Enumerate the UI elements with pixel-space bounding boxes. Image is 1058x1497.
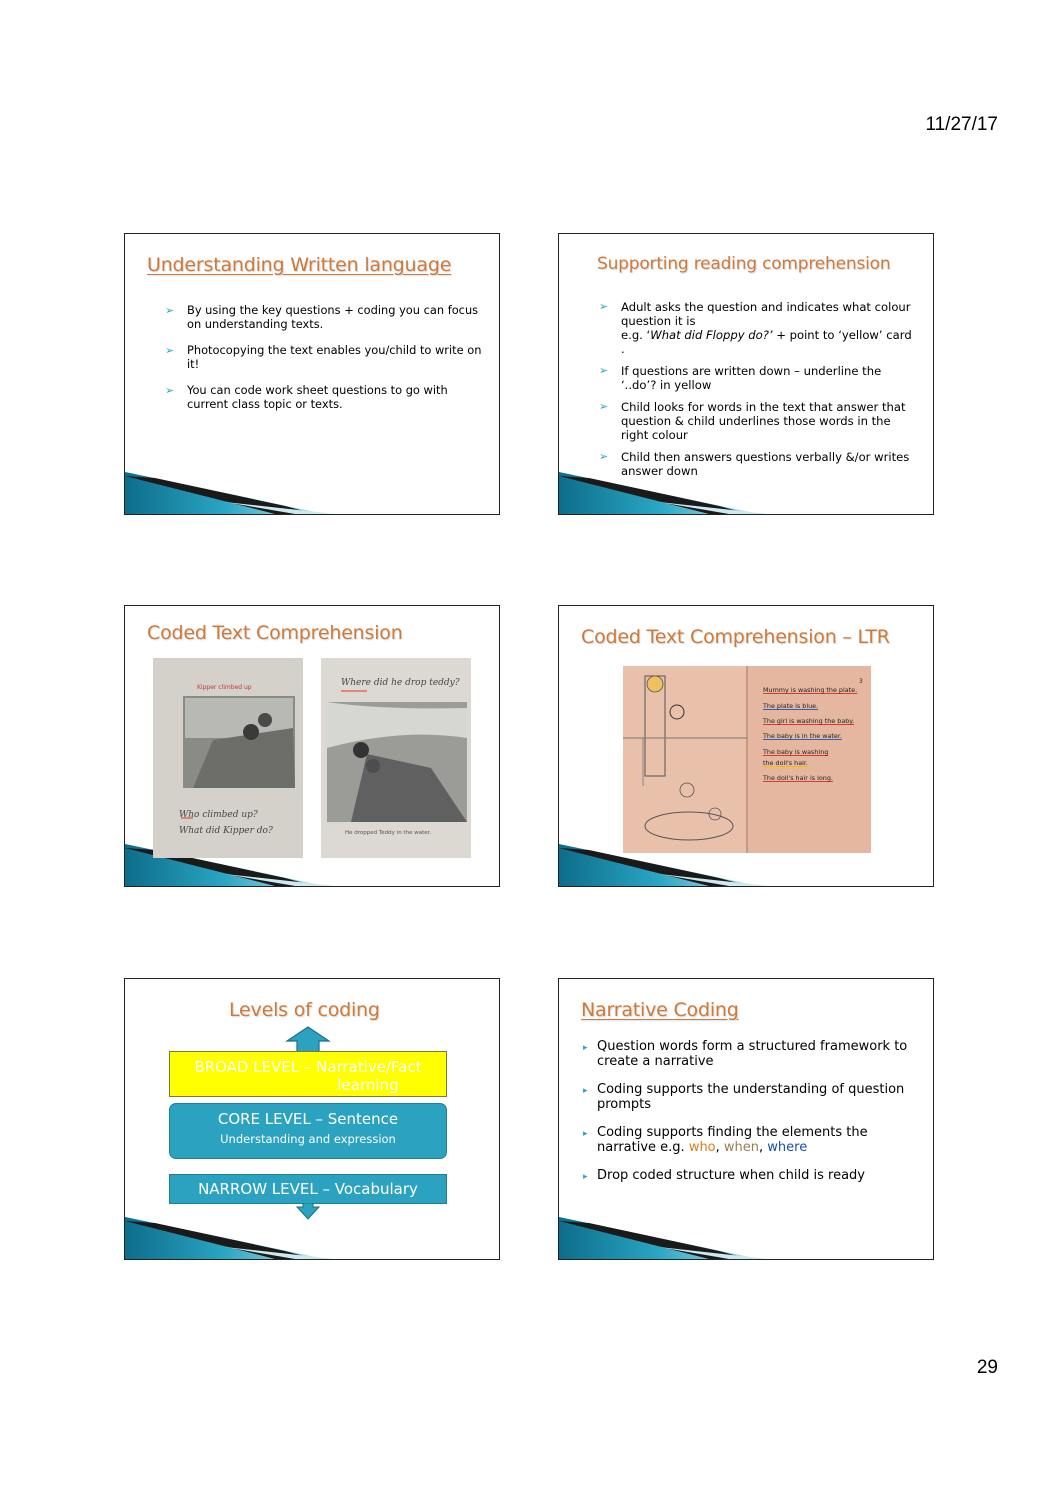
book-page-number: 3 <box>859 678 863 685</box>
worksheet-question: What did Kipper do? <box>179 826 273 836</box>
corner-swoosh-decoration <box>559 1199 934 1259</box>
slide-title: Understanding Written language <box>147 254 452 276</box>
list-item: ▸ Question words form a structured framework to create a narrative <box>583 1039 908 1069</box>
core-level-box: CORE LEVEL – Sentence Understanding and expression <box>169 1103 447 1159</box>
arrow-down-icon <box>295 1203 321 1221</box>
bullet-list <box>583 1039 919 1196</box>
corner-swoosh-decoration <box>125 454 500 514</box>
slide-title: Supporting reading comprehension <box>597 254 891 274</box>
book-line: The baby is in the water. <box>763 732 842 740</box>
worksheet-question: Where did he drop teddy? <box>341 678 460 688</box>
triangle-bullet-icon: ▸ <box>583 1043 588 1053</box>
slide-understanding-written-language <box>124 233 500 515</box>
worksheet-photo-teddy <box>321 658 471 858</box>
list-item: ▸ Coding supports finding the elements the narrative e.g. who, when, where <box>583 1125 868 1155</box>
book-line: The baby is washing <box>763 748 829 756</box>
book-page-photo <box>623 666 871 853</box>
broad-level-box: BROAD LEVEL – Narrative/Fact learning <box>169 1051 447 1097</box>
arrow-bullet-icon: ➢ <box>599 400 609 413</box>
list-item: ➢ Child looks for words in the text that answer that question & child underlines those words in the right colour <box>599 400 906 442</box>
list-item: ➢ By using the key questions + coding you can focus on understanding texts. <box>165 303 479 331</box>
bullet-list <box>165 304 485 425</box>
slide-title: Coded Text Comprehension – LTR <box>581 626 890 648</box>
slide-levels-of-coding <box>124 978 500 1260</box>
book-line: The girl is washing the baby. <box>763 717 855 725</box>
list-item: ➢ Child then answers questions verbally &/or writes answer down <box>599 450 910 478</box>
slide-coded-text-comprehension-ltr <box>558 605 934 887</box>
list-item: ▸ Coding supports the understanding of question prompts <box>583 1082 905 1112</box>
arrow-bullet-icon: ➢ <box>599 450 609 463</box>
worksheet-illustration <box>321 658 471 858</box>
arrow-bullet-icon: ➢ <box>165 304 175 317</box>
slide-coded-text-comprehension <box>124 605 500 887</box>
worksheet-question: Who climbed up? <box>179 810 258 820</box>
list-item: ➢ If questions are written down – underline the ‘..do’? in yellow <box>599 364 882 392</box>
book-illustration <box>623 666 871 853</box>
slide-title: Coded Text Comprehension <box>147 622 403 644</box>
arrow-up-icon <box>283 1025 333 1053</box>
list-item: ➢ Adult asks the question and indicates what colour question it is e.g. ‘What did Floppy do?’ + point to ‘yellow’ card . <box>599 300 912 356</box>
triangle-bullet-icon: ▸ <box>583 1129 588 1139</box>
book-line: The plate is blue. <box>763 702 819 710</box>
page-number: 29 <box>976 1357 998 1378</box>
slide-supporting-reading-comprehension <box>558 233 934 515</box>
arrow-bullet-icon: ➢ <box>599 300 609 313</box>
book-line: the doll's hair. <box>763 759 808 767</box>
slide-narrative-coding <box>558 978 934 1260</box>
worksheet-sentence: He dropped Teddy in the water. <box>345 830 432 836</box>
arrow-bullet-icon: ➢ <box>165 384 175 398</box>
list-item: ▸ Drop coded structure when child is ready <box>583 1168 865 1183</box>
slide-title: Levels of coding <box>229 999 380 1021</box>
arrow-bullet-icon: ➢ <box>599 364 609 377</box>
worksheet-sentence: Kipper climbed up <box>197 684 252 691</box>
slide-title: Narrative Coding <box>581 999 739 1021</box>
worksheet-photo-kipper <box>153 658 303 858</box>
narrow-level-box: NARROW LEVEL – Vocabulary <box>169 1174 447 1204</box>
corner-swoosh-decoration <box>559 454 934 514</box>
list-item: ➢ Photocopying the text enables you/child to write on it! <box>165 343 482 371</box>
header-date: 11/27/17 <box>925 114 998 135</box>
arrow-bullet-icon: ➢ <box>165 344 175 358</box>
book-line: The doll's hair is long. <box>763 774 833 782</box>
triangle-bullet-icon: ▸ <box>583 1172 588 1182</box>
triangle-bullet-icon: ▸ <box>583 1086 588 1096</box>
book-line: Mummy is washing the plate. <box>763 686 858 694</box>
bullet-list <box>599 300 919 479</box>
list-item: ➢ You can code work sheet questions to go with current class topic or texts. <box>165 383 448 411</box>
